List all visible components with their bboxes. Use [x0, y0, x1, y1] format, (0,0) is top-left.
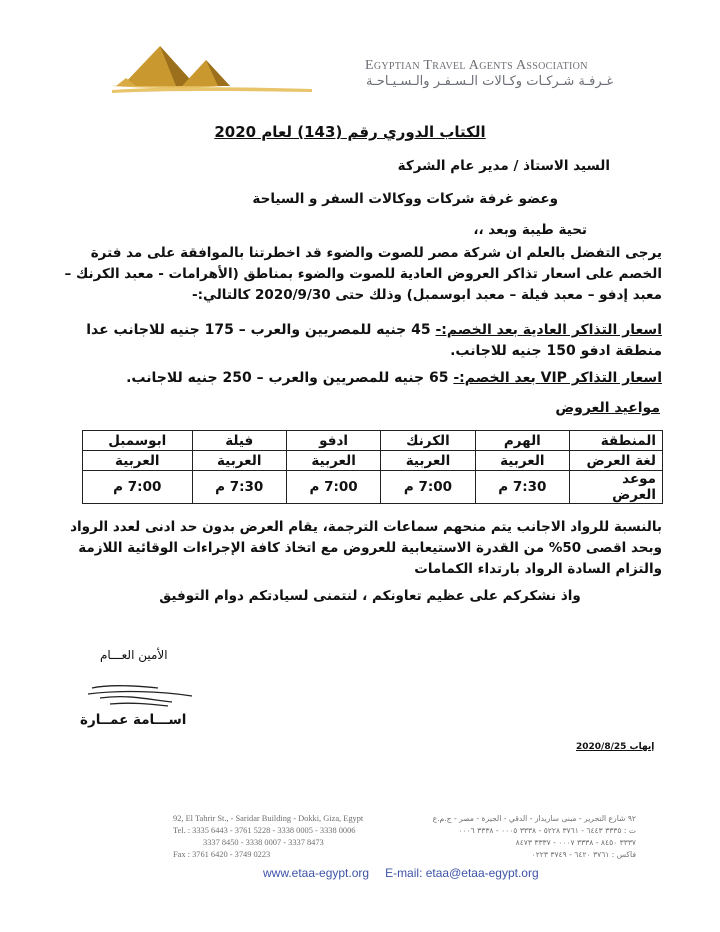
table-header-cell: موعد العرض	[570, 471, 663, 504]
table-row	[83, 431, 663, 451]
footer-contact	[263, 866, 555, 880]
footer-address-line: فاكس : ٣٧٦١ ٦٤٢٠ - ٣٧٤٩ ٠٢٢٣	[531, 850, 636, 859]
signatory-title: الأمين العـــام	[100, 648, 168, 662]
table-cell: العربية	[286, 451, 380, 471]
thanks-line: واذ نشكركم على عظيم تعاونكم ، لنتمنى لسيادتكم دوام التوفيق	[159, 588, 581, 604]
recipient-line-2: وعضو غرفة شركات ووكالات السفر و السياحة	[252, 191, 558, 207]
schedule-heading: مواعيد العروض	[555, 400, 660, 416]
footer-address-english	[173, 813, 363, 861]
table-cell: 7:00 م	[381, 471, 475, 504]
table-cell: 7:00 م	[286, 471, 380, 504]
website-link[interactable]: www.etaa-egypt.org	[263, 866, 370, 880]
regular-price-label: اسعار التذاكر العادية بعد الخصم:-	[435, 322, 662, 338]
signatory-name: اســـامة عمــارة	[80, 712, 187, 728]
footer-address-line: Tel. : 3335 6443 - 3761 5228 - 3338 0005 - 3338 0006	[173, 826, 356, 835]
footer-address-arabic	[398, 813, 636, 861]
table-cell: العربية	[475, 451, 569, 471]
table-cell: ابوسمبل	[83, 431, 193, 451]
table-cell: الهرم	[475, 431, 569, 451]
table-header-cell: لغة العرض	[570, 451, 663, 471]
email-link[interactable]: E-mail: etaa@etaa-egypt.org	[385, 866, 539, 880]
table-cell: العربية	[381, 451, 475, 471]
footer-address-line: Fax : 3761 6420 - 3749 0223	[173, 850, 271, 859]
recipient-line-1: السيد الاستاذ / مدير عام الشركة	[397, 158, 610, 174]
footer-address-line: 92, El Tahrir St., - Saridar Building - Dokki, Giza, Egypt	[173, 814, 364, 823]
table-cell: فيلة	[192, 431, 286, 451]
table-cell: ادفو	[286, 431, 380, 451]
signature-icon	[80, 680, 200, 710]
org-name-english: Egyptian Travel Agents Association	[365, 58, 588, 73]
vip-price-label: اسعار التذاكر VIP بعد الخصم:-	[453, 370, 662, 386]
greeting: تحية طيبة وبعد ،،	[473, 222, 587, 238]
table-cell: العربية	[192, 451, 286, 471]
table-row	[83, 451, 663, 471]
note-paragraph: بالنسبة للرواد الاجانب يتم منحهم سماعات الترجمة، يقام العرض بدون حد ادنى لعدد الرواد وبحد اقصى 50% من القدرة الاستيعابية للعروض مع اتخاذ كافة الإجراءات الوقائية اللازمة والتزام السادة الرواد بارتداء الكمامات	[70, 519, 662, 577]
pyramids-logo-icon	[112, 40, 357, 96]
footer-address-line: 3337 8450 - 3338 0007 - 3337 8473	[203, 838, 324, 847]
table-header-cell: المنطقة	[570, 431, 663, 451]
circular-title: الكتاب الدوري رقم (143) لعام 2020	[214, 123, 486, 141]
vip-price-paragraph	[52, 370, 662, 386]
footer-address-line: ٩٢ شارع التحرير - مبنى ساريدار - الدقي - الجيزة - مصر - ج.م.ع	[432, 814, 636, 823]
regular-price-text: 45 جنيه للمصريين والعرب – 175 جنيه للاجانب عدا منطقة ادفو 150 جنيه للاجانب.	[86, 322, 662, 359]
vip-price-text: 65 جنيه للمصريين والعرب – 250 جنيه للاجانب.	[126, 370, 454, 386]
org-name-arabic: غـرفـة شـركـات وكـالات الـسـفـر والـسـيـاحـة	[366, 74, 614, 89]
footer-address-line: ت : ٣٣٣٥ ٦٤٤٣ - ٣٧٦١ ٥٢٢٨ - ٣٣٣٨ ٠٠٠٥ - ٣٣٣٨ ٠٠٠٦	[458, 826, 636, 835]
table-row	[83, 471, 663, 504]
footer-address-line: ٣٣٣٧ ٨٤٥٠ - ٣٣٣٨ ٠٠٠٧ - ٣٣٣٧ ٨٤٧٣	[515, 838, 636, 847]
body-paragraph: يرجى التفضل بالعلم ان شركة مصر للصوت والضوء قد اخطرتنا بالموافقة على مد فترة الخصم على اسعار تذاكر العروض العادية للصوت والضوء بمناطق (الأهرامات - معبد الكرنك – معبد إدفو – معبد فيلة – معبد ابوسمبل) وذلك حتى 2020/9/30 كالتالي:-	[64, 245, 662, 303]
schedule-table	[82, 430, 663, 504]
table-cell: العربية	[83, 451, 193, 471]
regular-price-paragraph	[52, 320, 662, 362]
table-cell: 7:00 م	[83, 471, 193, 504]
reference-date: إيهاب 2020/8/25	[576, 742, 655, 752]
table-cell: 7:30 م	[475, 471, 569, 504]
table-cell: 7:30 م	[192, 471, 286, 504]
table-cell: الكرنك	[381, 431, 475, 451]
